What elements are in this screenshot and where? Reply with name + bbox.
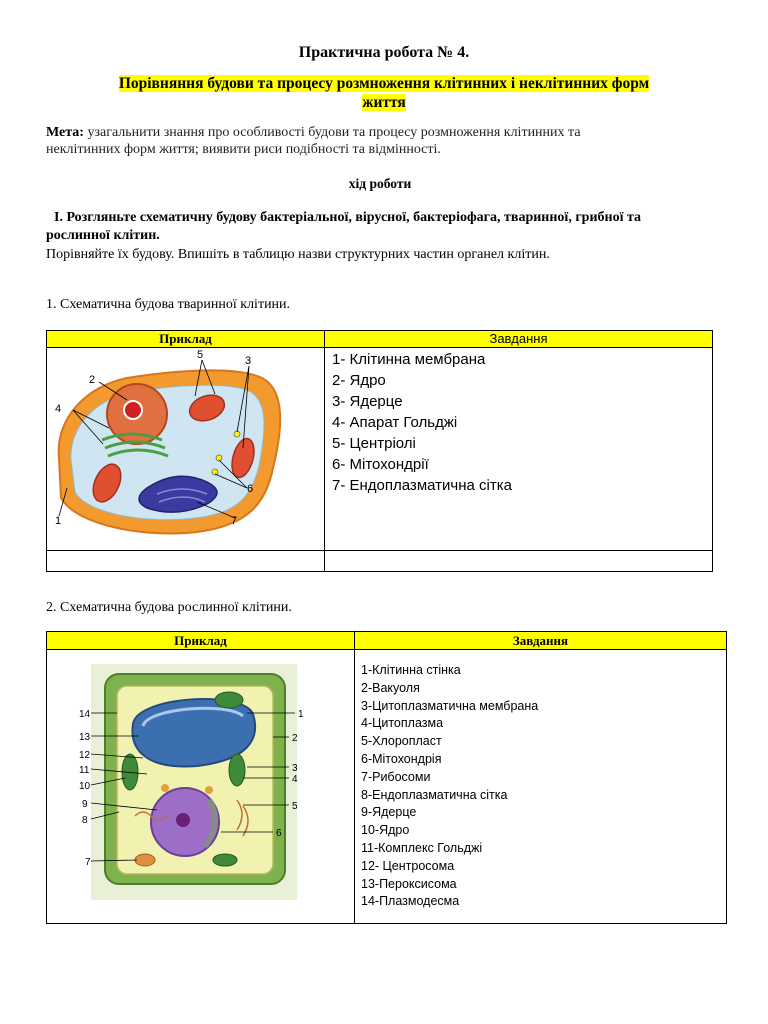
animal-label-1: 1 — [55, 515, 62, 527]
page-title: Практична робота № 4. — [298, 44, 470, 61]
subtitle-line-2: життя — [362, 94, 406, 111]
plant-organelle-item: 8-Ендоплазматична сітка — [361, 787, 508, 802]
plant-organelle-item: 5-Хлоропласт — [361, 734, 442, 749]
animal-organelle-item: 5- Центріолі — [332, 435, 416, 452]
plant-organelle-item: 9-Ядерце — [361, 805, 417, 820]
plant-organelle-item: 11-Комплекс Гольджі — [361, 840, 483, 855]
animal-organelle-item: 6- Мітохондрії — [332, 456, 429, 473]
goal-paragraph — [46, 124, 726, 158]
plant-organelle-item: 3-Цитоплазматична мембрана — [361, 698, 539, 713]
plant-label-10: 10 — [79, 781, 91, 792]
goal-text-1: узагальнити знання про особливості будови та процесу розмноження клітинних та — [83, 125, 581, 140]
plant-label-1: 1 — [298, 709, 304, 720]
animal-cell-table — [46, 330, 713, 572]
course-heading: хід роботи — [348, 176, 412, 191]
subtitle-line-1: Порівняння будови та процесу розмноження клітинних і неклітинних форм — [118, 75, 650, 92]
plant-label-2: 2 — [292, 733, 298, 744]
animal-empty-cell-left[interactable] — [47, 551, 325, 572]
animal-label-3: 3 — [245, 355, 252, 367]
animal-organelle-item: 3- Ядерце — [332, 393, 403, 410]
plant-organelle-item: 13-Пероксисома — [361, 876, 457, 891]
animal-organelle-item: 1- Клітинна мембрана — [332, 351, 486, 368]
plant-label-8: 8 — [82, 815, 88, 826]
animal-label-6: 6 — [247, 483, 254, 495]
instruction-number: I — [54, 210, 60, 225]
plant-label-14: 14 — [79, 709, 91, 720]
plant-label-11: 11 — [79, 765, 90, 776]
plant-label-7: 7 — [85, 857, 91, 868]
plant-label-6: 6 — [276, 828, 282, 839]
animal-label-7: 7 — [231, 515, 238, 527]
animal-empty-cell-right[interactable] — [325, 551, 713, 572]
animal-label-5: 5 — [197, 349, 204, 361]
section2-heading: 2. Схематична будова рослинної клітини. — [46, 600, 292, 615]
animal-col-task: Завдання — [325, 331, 713, 348]
plant-task-cell — [355, 650, 727, 924]
plant-organelle-item: 14-Плазмодесма — [361, 894, 460, 909]
instruction-paragraph — [46, 209, 726, 244]
animal-organelle-item: 4- Апарат Гольджі — [332, 414, 458, 431]
animal-task-cell — [325, 348, 713, 551]
plant-organelle-item: 4-Цитоплазма — [361, 716, 444, 731]
animal-organelle-item: 7- Ендоплазматична сітка — [332, 477, 512, 494]
section1-heading: 1. Схематична будова тваринної клітини. — [46, 297, 291, 312]
instruction-line-2: рослинної клітин. — [46, 227, 160, 243]
compare-instruction: Порівняйте їх будову. Впишіть в таблицю назви структурних частин органел клітин. — [46, 247, 550, 262]
animal-label-4: 4 — [55, 403, 62, 415]
animal-col-example: Приклад — [47, 331, 325, 348]
plant-cell-diagram — [47, 650, 353, 918]
plant-label-12: 12 — [79, 750, 91, 761]
plant-cell-diagram-cell — [47, 650, 355, 924]
animal-organelle-list — [325, 348, 712, 496]
animal-cell-diagram — [47, 348, 323, 545]
plant-organelle-item: 2-Вакуоля — [361, 680, 420, 695]
animal-organelle-item: 2- Ядро — [332, 372, 386, 389]
plant-col-task: Завдання — [355, 632, 727, 650]
plant-col-example: Приклад — [47, 632, 355, 650]
animal-label-2: 2 — [89, 374, 96, 386]
goal-text-2: неклітинних форм життя; виявити риси подібності та відмінності. — [46, 142, 441, 157]
plant-label-5: 5 — [292, 801, 298, 812]
plant-organelle-item: 12- Центросома — [361, 858, 455, 873]
plant-label-9: 9 — [82, 799, 88, 810]
plant-organelle-item: 6-Мітохондрія — [361, 751, 442, 766]
animal-cell-diagram-cell — [47, 348, 325, 551]
plant-label-3: 3 — [292, 763, 298, 774]
plant-label-4: 4 — [292, 774, 298, 785]
plant-organelle-item: 1-Клітинна стінка — [361, 663, 461, 677]
plant-cell-table — [46, 631, 727, 924]
plant-label-13: 13 — [79, 732, 91, 743]
plant-organelle-item: 10-Ядро — [361, 823, 410, 838]
page-subtitle — [60, 74, 708, 112]
plant-organelle-list — [355, 650, 726, 911]
instruction-line-1: . Розгляньте схематичну будову бактеріальної, вірусної, бактеріофага, тваринної, грибної та — [59, 210, 642, 225]
plant-organelle-item: 7-Рибосоми — [361, 769, 431, 784]
goal-label: Мета: — [46, 125, 84, 140]
